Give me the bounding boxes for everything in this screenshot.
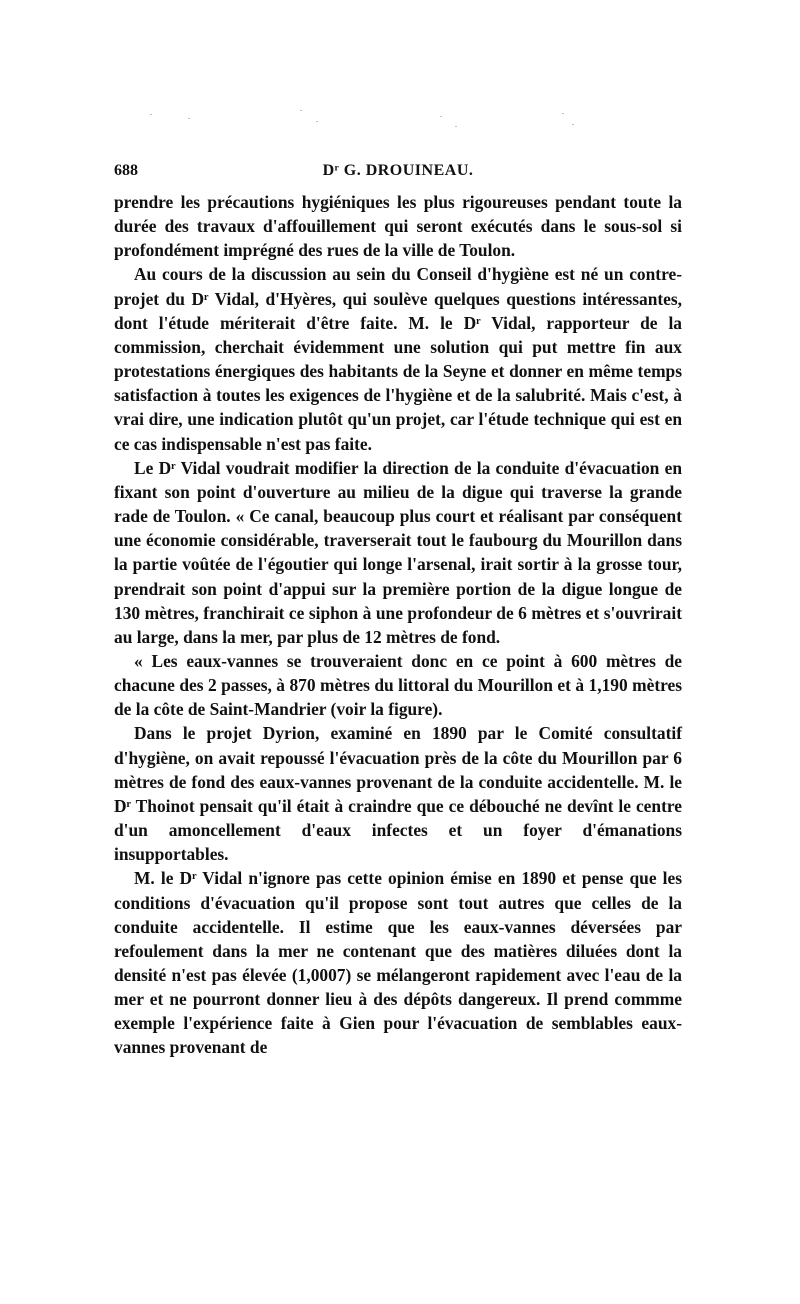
running-title: Dʳ G. DROUINEAU. [322,162,474,179]
paragraph: Dans le projet Dyrion, examiné en 1890 par le Comité consultatif d'hygiène, on avait repoussé l'évacuation près de la côte du Mourillon par 6 mètres de fond des eaux-vannes provenant de la conduite accidentelle. M. le Dʳ Thoinot pensait qu'il était à craindre que ce débouché ne devînt le centre d'un amoncellement d'eaux infectes et un foyer d'émanations insupportables. [114,723,682,865]
running-header [114,162,682,182]
paragraph: Le Dʳ Vidal voudrait modifier la direction de la conduite d'évacuation en fixant son point d'ouverture au milieu de la digue qui traverse la grande rade de Toulon. « Ce canal, beaucoup plus court et réalisant par conséquent une économie considérable, traverserait tout le faubourg du Mourillon dans la partie voûtée de l'égoutier qui longe l'arsenal, irait sortir à la grosse tour, prendrait son point d'appui sur la première portion de la digue longue de 130 mètres, franchirait ce siphon à une profondeur de 6 mètres et s'ouvrirait au large, dans la mer, par plus de 12 mètres de fond. [114,457,682,647]
print-specks [110,96,690,136]
page-number: 688 [114,162,138,179]
body-text [114,190,682,1060]
paragraph: prendre les précautions hygiéniques les plus rigoureuses pendant toute la durée des travaux d'affouillement qui seront exécutés dans le sous-sol si profondément imprégné des rues de la ville de Toulon. [114,192,682,261]
paragraph: M. le Dʳ Vidal n'ignore pas cette opinion émise en 1890 et pense que les conditions d'évacuation qu'il propose sont tout autres que celles de la conduite accidentelle. Il estime que les eaux-vannes déversées par refoulement dans la mer ne contenant que des matières diluées dont la densité n'est pas élevée (1,0007) se mélangeront rapidement avec l'eau de la mer et ne pourront donner lieu à des dépôts dangereux. Il prend commme exemple l'expérience faite à Gien pour l'évacuation de semblables eaux-vannes provenant de [114,868,682,1058]
paragraph: Au cours de la discussion au sein du Conseil d'hygiène est né un contre-projet du Dʳ Vidal, d'Hyères, qui soulève quelques questions intéressantes, dont l'étude mériterait d'être faite. M. le Dʳ Vidal, rapporteur de la commission, cherchait évidemment une solution qui put mettre fin aux protestations énergiques des habitants de la Seyne et donner en même temps satisfaction à toutes les exigences de l'hygiène et de la salubrité. Mais c'est, à vrai dire, une indication plutôt qu'un projet, car l'étude technique qui est en ce cas indispensable n'est pas faite. [114,264,682,454]
paragraph: « Les eaux-vannes se trouveraient donc en ce point à 600 mètres de chacune des 2 passes, à 870 mètres du littoral du Mourillon et à 1,190 mètres de la côte de Saint-Mandrier (voir la figure). [114,650,682,720]
